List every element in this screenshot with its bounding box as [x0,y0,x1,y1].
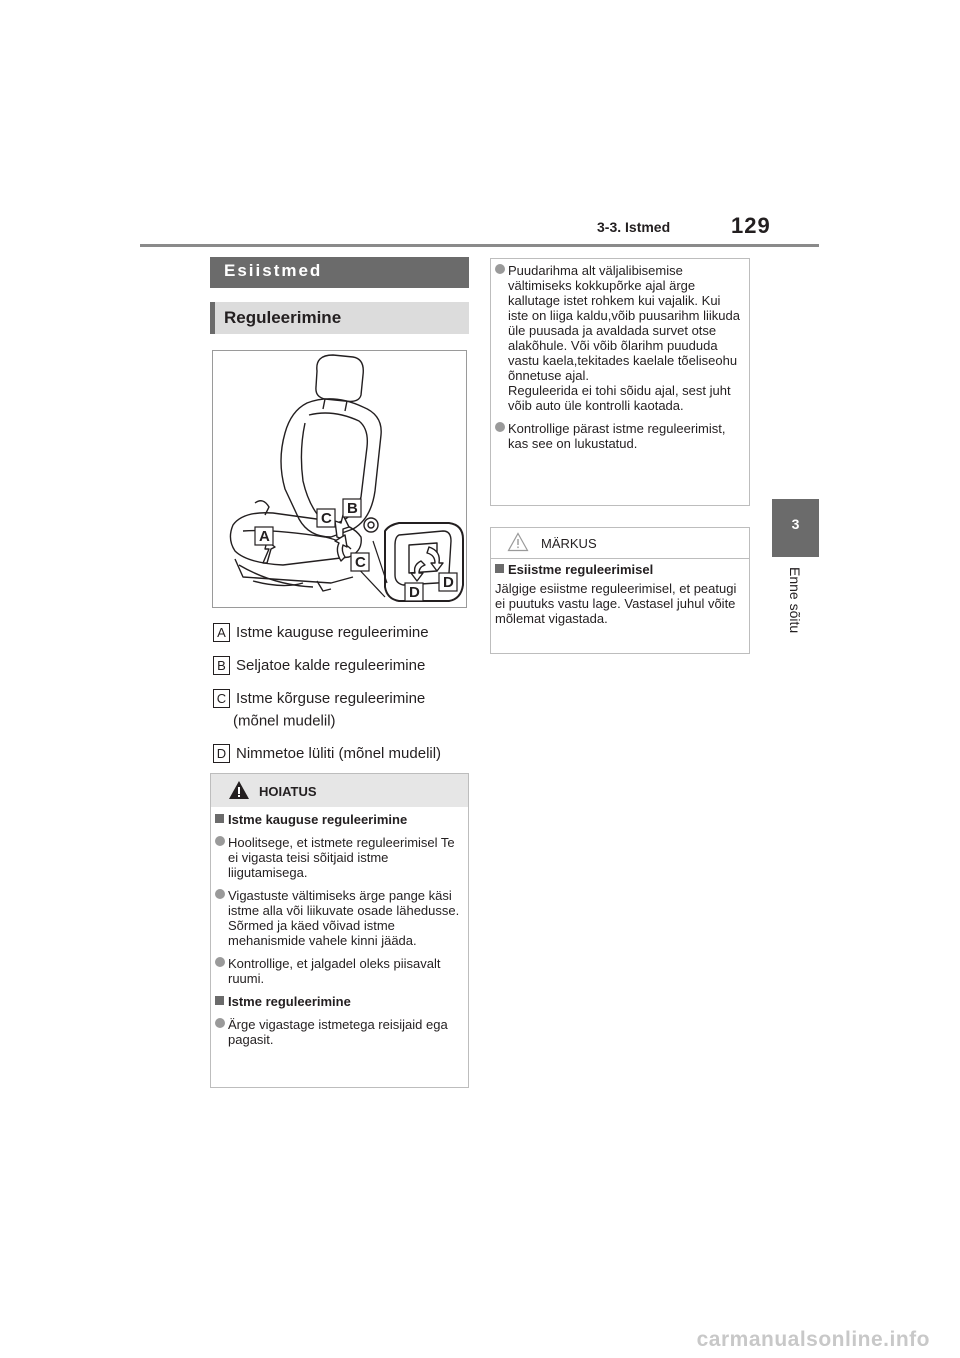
warning-header [211,774,468,807]
warning-item-3: Kontrollige, et jalgadel oleks piisavalt ruumi. [215,956,462,986]
warning-item-2: Vigastuste vältimiseks ärge pange käsi istme alla või liikuvate osade lähedusse. Sõrmed ja käed võivad istme mehanismide vahele kinni jääda. [215,888,462,948]
section-heading [210,257,469,288]
subsection-heading [210,302,469,334]
legend-text-d: Nimmetoe lüliti (mõnel mudelil) [236,745,442,762]
legend-item-c-note [233,712,336,730]
legend-key-c: C [213,689,230,708]
round-bullet-icon [215,836,225,846]
warning-item-4: Ärge vigastage istmetega reisijaid ega pagasit. [215,1017,462,1047]
callout-a: A [259,528,270,545]
warning-cont-item-1: Puudarihma alt väljalibisemise vältimiseks kokkupõrke ajal ärge kallutage istet rohkem kui vajalik. Kui iste on liiga kaldu,võib puusarihm liikuda üle puusada ja avaldada survet otse alakõhule. Või võib õlarihm puududa vastu kaela,tekitades kaelale tõeliseohu õnnetuse ajal. Reguleerida ei tohi sõidu ajal, sest juht võib auto üle kontrolli kaotada. [495,263,743,413]
callout-d1: D [409,584,420,601]
legend-item-b [213,656,425,675]
notice-text: Jälgige esiistme reguleerimisel, et peatugi ei puutuks vastu lage. Vastasel juhul võite mõlemat vigastada. [495,581,737,626]
seat-illustration [212,350,467,608]
warning-body [215,812,462,1055]
callout-c1: C [321,510,332,527]
legend-item-a [213,623,429,642]
legend-key-a: A [213,623,230,642]
page-number: 129 [731,213,771,238]
seat-drawing [213,351,466,607]
legend-text-a: Istme kauguse reguleerimine [236,624,429,641]
watermark: carmanualsonline.info [696,1328,930,1351]
warning-heading-2: Istme reguleerimine [215,994,462,1009]
legend-text-c-note: (mõnel mudelil) [233,712,336,730]
header-rule [140,244,819,247]
notice-header [491,528,749,559]
subsection-heading-text: Reguleerimine [224,308,342,327]
legend-item-c [213,689,425,708]
callout-c2: C [355,554,366,571]
round-bullet-icon [215,889,225,899]
round-bullet-icon [495,264,505,274]
legend-key-b: B [213,656,230,675]
notice-heading: Esiistme reguleerimisel [495,562,743,577]
notice-body [495,562,743,626]
legend-text-b: Seljatoe kalde reguleerimine [236,657,426,674]
warning-box [210,773,469,1088]
notice-triangle-icon [507,532,529,552]
legend-text-c: Istme kõrguse reguleerimine [236,690,426,707]
warning-continuation-box [490,258,750,506]
warning-title: HOIATUS [259,784,317,799]
legend-key-d: D [213,744,230,763]
notice-title: MÄRKUS [541,536,597,551]
warning-cont-item-2: Kontrollige pärast istme reguleerimist, kas see on lukustatud. [495,421,743,451]
running-header-section: 3-3. Istmed [597,219,671,235]
chapter-label: Enne sõitu [787,567,803,634]
warning-triangle-icon [228,780,250,800]
legend-item-d [213,744,441,763]
square-bullet-icon [495,564,504,573]
callout-b: B [347,500,358,517]
round-bullet-icon [495,422,505,432]
round-bullet-icon [215,1018,225,1028]
callout-d2: D [443,574,454,591]
section-heading-text: Esiistmed [224,261,323,280]
square-bullet-icon [215,814,224,823]
warning-item-1: Hoolitsege, et istmete reguleerimisel Te ei vigasta teisi sõitjaid istme liigutamisega. [215,835,462,880]
round-bullet-icon [215,957,225,967]
warning-heading-1: Istme kauguse reguleerimine [215,812,462,827]
warning-continuation-body [495,263,743,459]
square-bullet-icon [215,996,224,1005]
chapter-number: 3 [791,516,800,532]
notice-box [490,527,750,654]
